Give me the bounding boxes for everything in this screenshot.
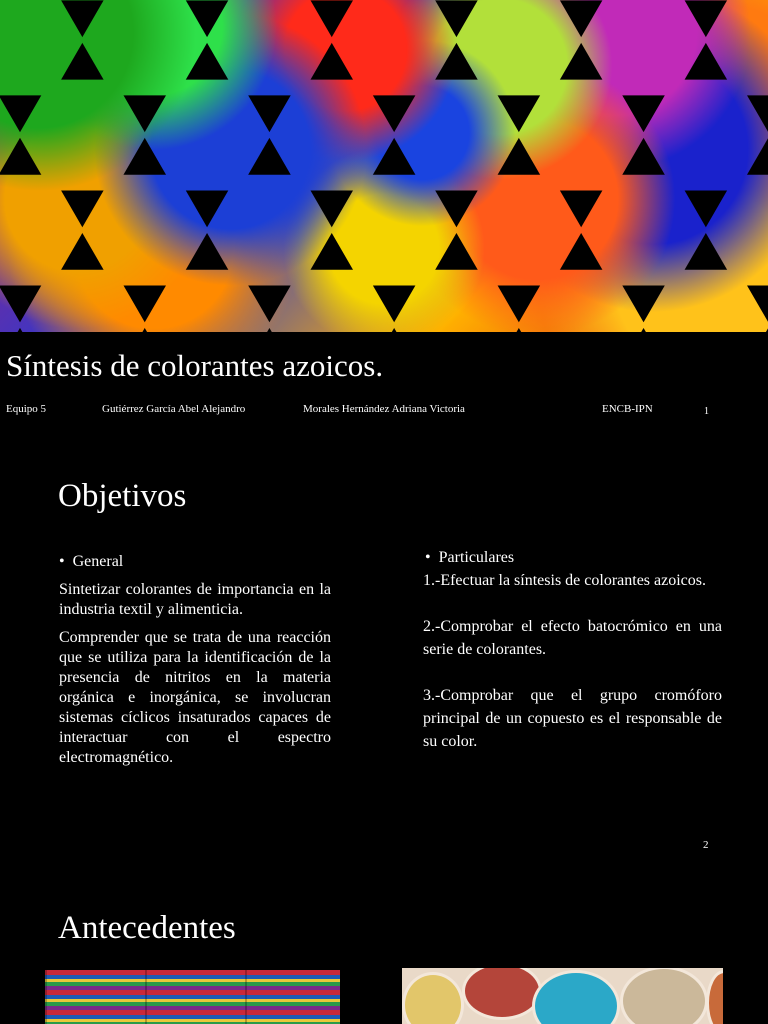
footer-author-2: Morales Hernández Adriana Victoria — [303, 403, 465, 415]
objectives-heading: Objetivos — [58, 478, 187, 514]
hero-hexagon-image — [0, 0, 768, 332]
general-heading: • General — [59, 552, 331, 572]
yellow-pigment-bowl — [402, 972, 464, 1024]
red-pigment-bowl — [462, 968, 542, 1020]
particulares-item-3: 3.-Comprobar que el grupo cromóforo principal de un copuesto es el responsable de su color. — [423, 687, 722, 750]
particulares-item-1: 1.-Efectuar la síntesis de colorantes azoicos. — [423, 572, 706, 589]
footer-team: Equipo 5 — [6, 403, 47, 415]
pigment-bowls-photo — [402, 968, 723, 1024]
particulares-heading: • Particulares — [423, 546, 722, 569]
orange-pigment-bowl — [706, 970, 723, 1024]
particulares-item-2: 2.-Comprobar el efecto batocrómico en una serie de colorantes. — [423, 618, 722, 658]
blue-pigment-bowl — [532, 970, 620, 1024]
textiles-photo — [45, 970, 340, 1024]
general-paragraph-1: Sintetizar colorantes de importancia en la industria textil y alimenticia. — [59, 581, 331, 618]
hexagon-mask — [0, 0, 768, 332]
particulares-column — [423, 546, 722, 753]
presentation-title: Síntesis de colorantes azoicos. — [6, 348, 384, 383]
page-number-2: 2 — [703, 839, 709, 851]
page-number-1: 1 — [704, 406, 709, 417]
footer-institution: ENCB-IPN — [602, 403, 653, 415]
footer-author-1: Gutiérrez García Abel Alejandro — [102, 403, 246, 415]
general-paragraph-2: Comprender que se trata de una reacción que se utiliza para la identificación de la presencia de nitritos en la materia orgánica e inorgánica, se involucran sistemas cíclicos insaturados capaces de interactuar con el espectro electromagnético. — [59, 629, 331, 766]
background-heading: Antecedentes — [58, 910, 236, 946]
beige-pigment-bowl — [620, 968, 708, 1024]
general-column — [59, 552, 331, 768]
